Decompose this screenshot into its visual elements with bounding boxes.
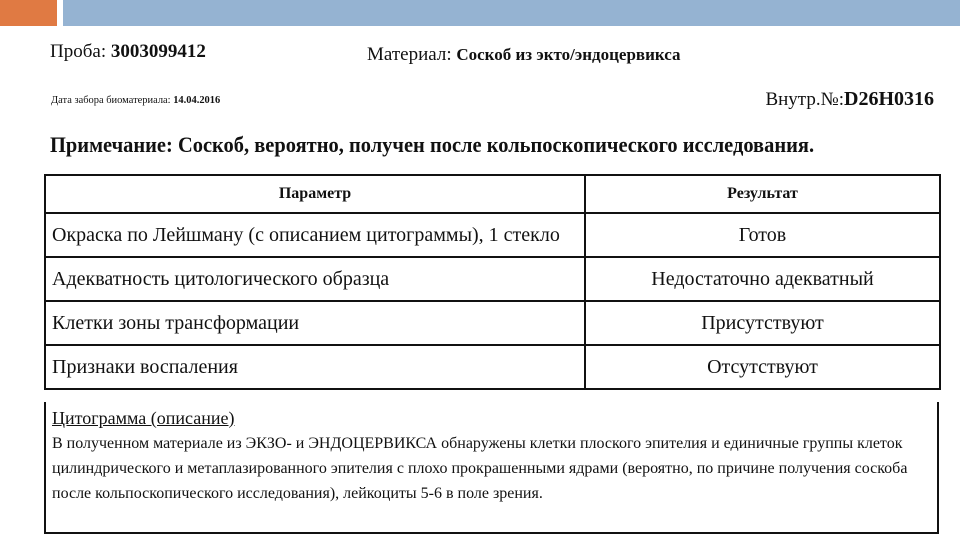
cytogram-section [44, 402, 939, 532]
internal-value: D26H0316 [844, 88, 934, 110]
material-label: Материал: [367, 44, 452, 65]
param-cell: Окраска по Лейшману (с описанием цитограммы), 1 стекло [45, 213, 585, 257]
cytogram-text: В полученном материале из ЭКЗО- и ЭНДОЦЕРВИКСА обнаружены клетки плоского эпителия и единичные группы клеток цилиндрического и метаплазированного эпителия с плохо прокрашенными ядрами (вероятно, по причине получения соскоба после кольпоскопического исследования), лейкоциты 5-6 в поле зрения. [52, 435, 908, 502]
internal-number-line [765, 88, 934, 111]
param-cell: Признаки воспаления [45, 345, 585, 389]
date-value: 14.04.2016 [173, 94, 221, 106]
table-row [45, 301, 940, 345]
internal-label: Внутр.№: [765, 89, 844, 110]
sample-label: Проба: [50, 41, 107, 62]
param-cell: Адекватность цитологического образца [45, 257, 585, 301]
column-header-result: Результат [585, 175, 940, 213]
column-header-parameter: Параметр [45, 175, 585, 213]
result-cell: Присутствуют [585, 301, 940, 345]
param-cell: Клетки зоны трансформации [45, 301, 585, 345]
table-bottom-border [44, 532, 939, 534]
note-text: Примечание: Соскоб, вероятно, получен после кольпоскопического исследования. [50, 132, 815, 157]
result-cell: Готов [585, 213, 940, 257]
blue-header-bar [63, 0, 960, 26]
cytogram-title: Цитограмма (описание) [52, 408, 235, 428]
date-label: Дата забора биоматериала: [51, 94, 171, 106]
results-table [44, 174, 941, 390]
sample-value: 3003099412 [110, 41, 206, 62]
material-value: Соскоб из экто/эндоцервикса [456, 45, 681, 64]
result-cell: Недостаточно адекватный [585, 257, 940, 301]
table-header-row [45, 175, 940, 213]
sample-line [50, 41, 206, 63]
table-row [45, 345, 940, 389]
orange-accent-bar [0, 0, 57, 26]
result-cell: Отсутствуют [585, 345, 940, 389]
table-row [45, 213, 940, 257]
table-row [45, 257, 940, 301]
material-line [367, 44, 681, 66]
date-line [51, 94, 220, 106]
